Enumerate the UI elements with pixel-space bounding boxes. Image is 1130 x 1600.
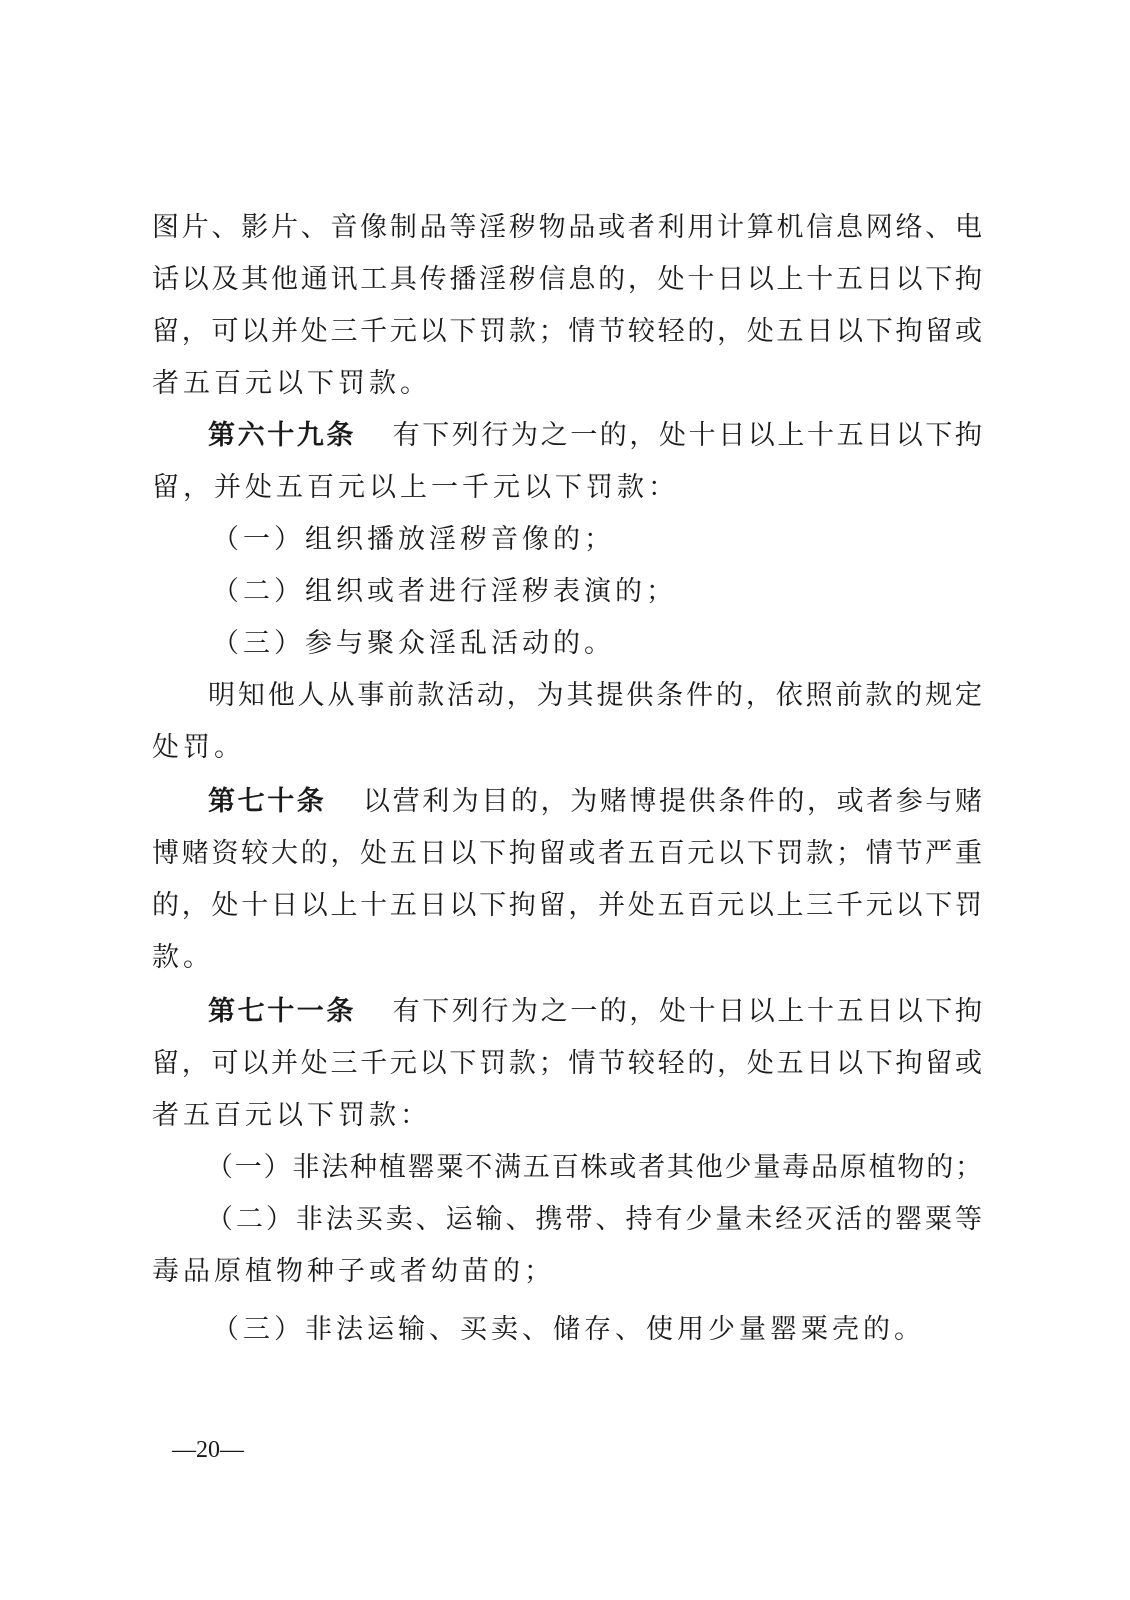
text-line: 留，可以并处三千元以下罚款；情节较轻的，处五日以下拘留或 <box>152 1048 982 1079</box>
text-line: 留，可以并处三千元以下罚款；情节较轻的，处五日以下拘留或 <box>152 316 982 347</box>
text-line: 者五百元以下罚款： <box>152 1100 431 1131</box>
list-item: （三）参与聚众淫乱活动的。 <box>212 628 615 659</box>
article-71-first-line <box>208 992 982 1032</box>
article-70-text: 以营利为目的，为赌博提供条件的，或者参与赌 <box>360 786 983 817</box>
text-line: 处罚。 <box>152 732 245 763</box>
list-item: （一）组织播放淫秽音像的； <box>212 524 615 555</box>
article-69-heading: 第六十九条 <box>208 420 356 451</box>
article-69-first-line <box>208 416 982 456</box>
list-item: （一）非法种植罂粟不满五百株或者其他少量毒品原植物的； <box>206 1152 982 1183</box>
page-number: —20— <box>172 1437 244 1463</box>
text-line: 的，处十日以上十五日以下拘留，并处五百元以上三千元以下罚 <box>152 890 982 921</box>
article-70-first-line <box>208 782 982 822</box>
list-item: （二）非法买卖、运输、携带、持有少量未经灭活的罂粟等 <box>206 1204 982 1235</box>
article-71-text: 有下列行为之一的，处十日以上十五日以下拘 <box>390 996 982 1027</box>
text-line: 者五百元以下罚款。 <box>152 368 431 399</box>
article-71-heading: 第七十一条 <box>208 996 356 1027</box>
text-line: 毒品原植物种子或者幼苗的； <box>152 1256 555 1287</box>
text-line: 款。 <box>152 942 214 973</box>
article-70-heading: 第七十条 <box>208 786 327 817</box>
text-line: 图片、影片、音像制品等淫秽物品或者利用计算机信息网络、电 <box>152 212 982 243</box>
list-item: （二）组织或者进行淫秽表演的； <box>212 576 677 607</box>
list-item: （三）非法运输、买卖、储存、使用少量罂粟壳的。 <box>212 1314 925 1345</box>
text-line: 话以及其他通讯工具传播淫秽信息的，处十日以上十五日以下拘 <box>152 264 982 295</box>
text-line: 留，并处五百元以上一千元以下罚款： <box>152 472 679 503</box>
text-line: 博赌资较大的，处五日以下拘留或者五百元以下罚款；情节严重 <box>152 838 982 869</box>
text-line: 明知他人从事前款活动，为其提供条件的，依照前款的规定 <box>208 680 982 711</box>
article-69-text: 有下列行为之一的，处十日以上十五日以下拘 <box>390 420 982 451</box>
